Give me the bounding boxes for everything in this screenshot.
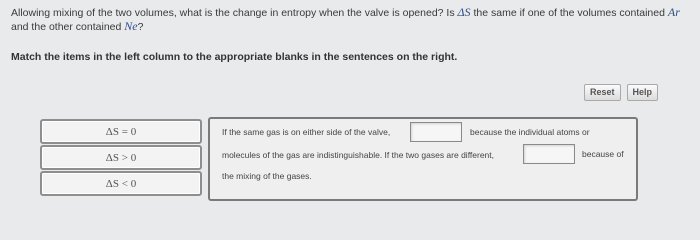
question-text — [11, 6, 691, 34]
question-part: Allowing mixing of the two volumes, what is the change in entropy when the valve is opened? Is — [11, 7, 458, 19]
instruction-text: Match the items in the left column to the appropriate blanks in the sentences on the right. — [11, 51, 458, 63]
reset-button[interactable]: Reset — [584, 84, 621, 101]
question-part: ? — [137, 21, 144, 33]
sentence-2-start: molecules of the gas are indistinguishable. If the two gases are different, — [222, 150, 495, 160]
sentence-2-end: because of — [582, 149, 624, 159]
drag-item-delta-s-greater-than-zero[interactable]: ΔS > 0 — [40, 145, 202, 170]
blank-1-drop-target[interactable] — [410, 122, 462, 142]
toolbar — [584, 84, 658, 101]
sentence-3: the mixing of the gases. — [222, 171, 312, 181]
question-part: and the other contained — [11, 21, 125, 33]
question-part: the same if one of the volumes contained — [470, 7, 668, 19]
drag-item-delta-s-equal-zero[interactable]: ΔS = 0 — [40, 119, 202, 144]
sentence-panel — [208, 117, 638, 201]
argon-symbol: Ar — [667, 5, 680, 19]
sentence-1-end: because the individual atoms or — [470, 127, 590, 137]
help-button[interactable]: Help — [627, 84, 659, 101]
neon-symbol: Ne — [124, 19, 138, 33]
sentence-1-start: If the same gas is on either side of the valve, — [222, 127, 391, 137]
blank-2-drop-target[interactable] — [523, 144, 575, 164]
delta-s-symbol: ΔS — [457, 5, 471, 19]
drag-item-delta-s-less-than-zero[interactable]: ΔS < 0 — [40, 171, 202, 196]
